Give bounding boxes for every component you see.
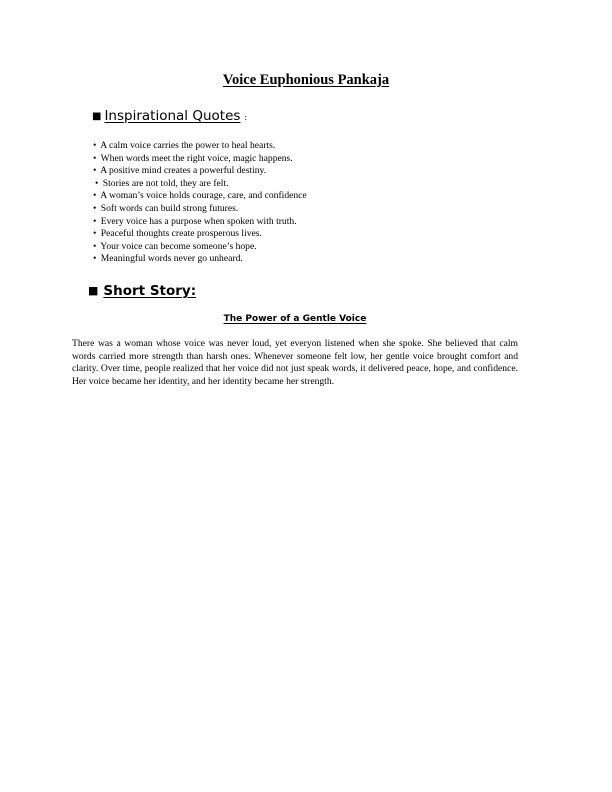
list-item	[93, 203, 307, 216]
document-title: Voice Euphonious Pankaja	[222, 72, 390, 88]
list-item	[93, 228, 307, 241]
list-item	[93, 241, 307, 254]
list-item	[93, 178, 307, 191]
quote-text: Every voice has a purpose when spoken with truth.	[100, 215, 297, 227]
story-title: The Power of a Gentle Voice	[223, 314, 367, 324]
quote-text: A woman’s voice holds courage, care, and confidence	[100, 190, 307, 202]
quote-text: Your voice can become someone’s hope.	[100, 240, 257, 252]
story-body: There was a woman whose voice was never loud, yet everyon listened when she spoke. She believed that calm words carried more strength than harsh ones. Whenever someone felt low, her gentle voice brought comfort and clarity. Over time, people realized that her voice did not just speak words, it delivered peace, hope, and confidence. Her voice became her identity, and her identity became her strength.	[72, 338, 518, 387]
bullet-icon: •	[93, 190, 97, 202]
bullet-icon: •	[93, 140, 97, 151]
bullet-icon: •	[93, 202, 97, 214]
square-bullet-icon: ■	[88, 284, 99, 297]
quotes-list	[93, 140, 307, 266]
quote-text: A calm voice carries the power to heal hearts.	[100, 140, 276, 151]
story-section-heading	[88, 283, 196, 299]
story-heading-label: Short Story:	[103, 283, 197, 299]
bullet-icon: •	[93, 228, 97, 240]
quote-text: Soft words can build strong futures.	[100, 202, 239, 214]
quotes-heading-colon: :	[244, 113, 248, 122]
quote-text: Peaceful thoughts create prosperous lives.	[100, 228, 262, 240]
list-item	[93, 153, 307, 166]
quote-text: A positive mind creates a powerful destiny.	[100, 165, 267, 177]
quote-text: Stories are not told, they are felt.	[102, 177, 229, 189]
list-item	[93, 253, 307, 266]
square-bullet-icon: ■	[92, 111, 102, 122]
quotes-heading-label: Inspirational Quotes	[104, 108, 241, 124]
quote-text: When words meet the right voice, magic happens.	[100, 152, 293, 164]
list-item	[93, 165, 307, 178]
quotes-section-heading	[92, 108, 247, 124]
list-item	[93, 190, 307, 203]
bullet-icon: •	[95, 177, 99, 189]
bullet-icon: •	[93, 240, 97, 252]
list-item	[93, 216, 307, 229]
list-item	[93, 140, 307, 153]
bullet-icon: •	[93, 253, 97, 265]
bullet-icon: •	[93, 152, 97, 164]
bullet-icon: •	[93, 215, 97, 227]
bullet-icon: •	[93, 165, 97, 177]
quote-text: Meaningful words never go unheard.	[100, 253, 243, 265]
